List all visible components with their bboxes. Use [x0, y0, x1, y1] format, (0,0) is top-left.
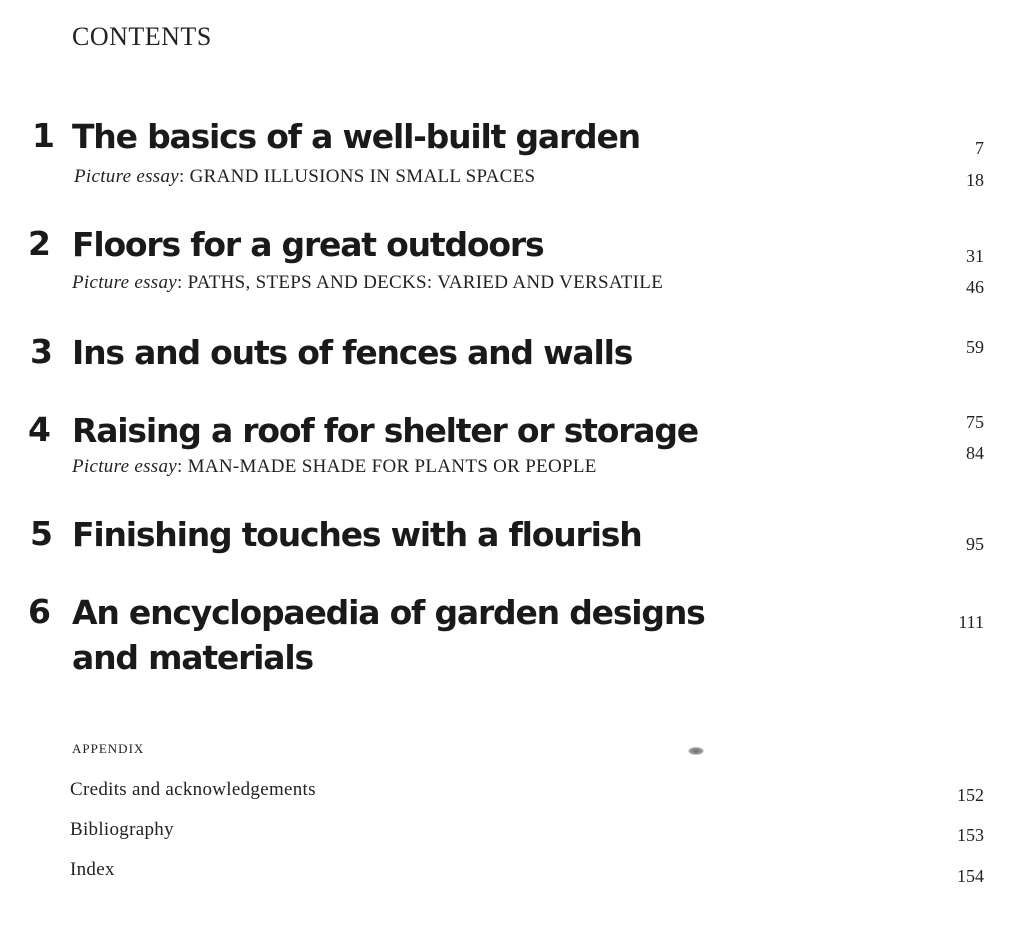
- appendix-item-bibliography: Bibliography: [70, 819, 174, 840]
- appendix-item-page: 153: [957, 825, 984, 845]
- picture-essay-page: 84: [966, 443, 984, 463]
- chapter-title: The basics of a well-built garden: [72, 117, 640, 156]
- appendix-item-index: Index: [70, 859, 115, 880]
- chapter-title-line-1: An encyclopaedia of garden designs: [72, 593, 705, 632]
- chapter-title: Floors for a great outdoors: [72, 225, 544, 264]
- chapter-number: 2: [28, 224, 51, 263]
- chapter-title: Raising a roof for shelter or storage: [72, 411, 698, 450]
- picture-essay-label: Picture essay: [74, 166, 180, 187]
- chapter-page: 111: [958, 612, 984, 632]
- chapter-title: Ins and outs of fences and walls: [72, 333, 633, 372]
- picture-essay: [72, 456, 597, 478]
- chapter-page: 31: [966, 246, 984, 266]
- picture-essay-page: 46: [966, 277, 984, 297]
- paper-speck: [688, 747, 704, 755]
- picture-essay: [72, 272, 663, 294]
- chapter-page: 59: [966, 337, 984, 357]
- chapter-title: Finishing touches with a flourish: [72, 515, 642, 554]
- chapter-number: 3: [30, 332, 53, 371]
- chapter-page: 75: [966, 412, 984, 432]
- picture-essay-label: Picture essay: [72, 272, 178, 293]
- picture-essay: [74, 166, 535, 188]
- chapter-number: 4: [28, 410, 51, 449]
- chapter-title-line-2: and materials: [72, 638, 313, 677]
- appendix-item-page: 154: [957, 866, 984, 886]
- appendix-label: APPENDIX: [72, 741, 145, 756]
- picture-essay-label: Picture essay: [72, 456, 178, 477]
- picture-essay-title: : MAN-MADE SHADE FOR PLANTS OR PEOPLE: [177, 456, 597, 477]
- appendix-item-credits: Credits and acknowledgements: [70, 779, 316, 800]
- picture-essay-title: : GRAND ILLUSIONS IN SMALL SPACES: [179, 166, 536, 187]
- picture-essay-page: 18: [966, 170, 984, 190]
- chapter-page: 7: [975, 138, 984, 158]
- chapter-number: 1: [32, 116, 55, 155]
- appendix-item-page: 152: [957, 785, 984, 805]
- chapter-page: 95: [966, 534, 984, 554]
- chapter-number: 6: [28, 592, 51, 631]
- picture-essay-title: : PATHS, STEPS AND DECKS: VARIED AND VERSATILE: [177, 272, 664, 293]
- contents-heading: CONTENTS: [72, 22, 212, 51]
- chapter-number: 5: [30, 514, 53, 553]
